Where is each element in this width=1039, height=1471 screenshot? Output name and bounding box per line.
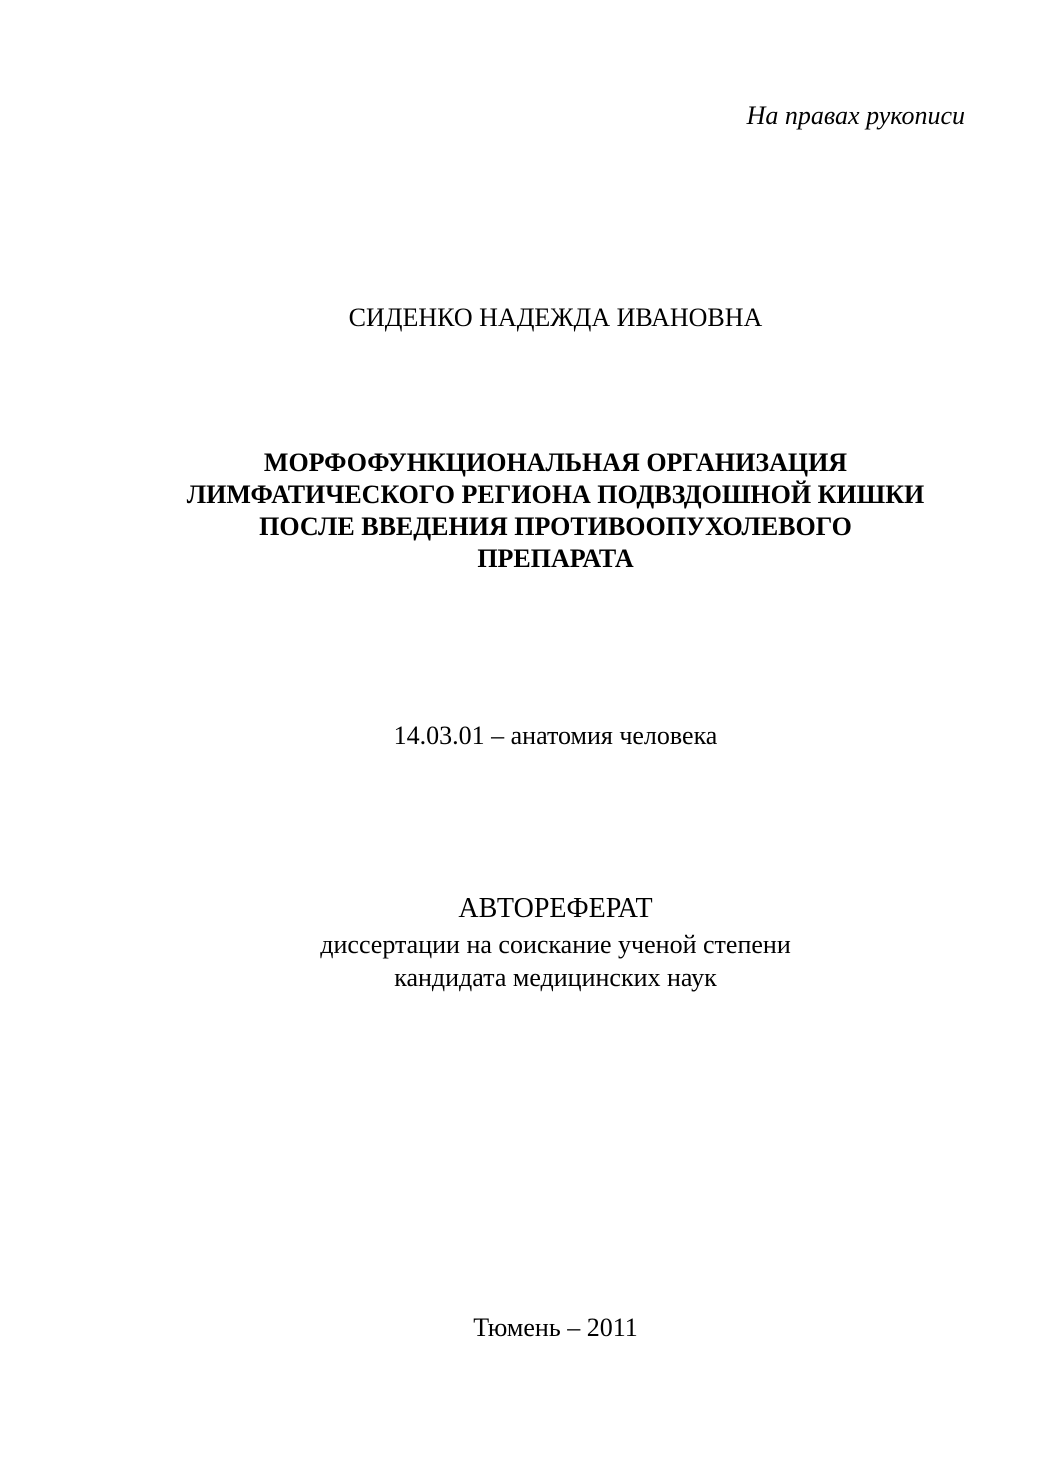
city-year: Тюмень – 2011 <box>473 1313 638 1342</box>
title-line: ПОСЛЕ ВВЕДЕНИЯ ПРОТИВООПУХОЛЕВОГО <box>259 512 852 541</box>
abstract-heading: АВТОРЕФЕРАТ <box>458 893 653 924</box>
manuscript-note: На правах рукописи <box>746 101 965 130</box>
title-line: МОРФОФУНКЦИОНАЛЬНАЯ ОРГАНИЗАЦИЯ <box>263 448 848 477</box>
specialty-code: 14.03.01 – анатомия человека <box>393 721 718 750</box>
author-name: СИДЕНКО НАДЕЖДА ИВАНОВНА <box>348 303 763 332</box>
abstract-line: кандидата медицинских наук <box>394 963 717 992</box>
title-line: ЛИМФАТИЧЕСКОГО РЕГИОНА ПОДВЗДОШНОЙ КИШКИ <box>186 480 925 509</box>
title-line: ПРЕПАРАТА <box>477 544 634 573</box>
abstract-block <box>0 890 1039 994</box>
dissertation-title <box>0 447 1039 575</box>
abstract-line: диссертации на соискание ученой степени <box>320 930 791 959</box>
